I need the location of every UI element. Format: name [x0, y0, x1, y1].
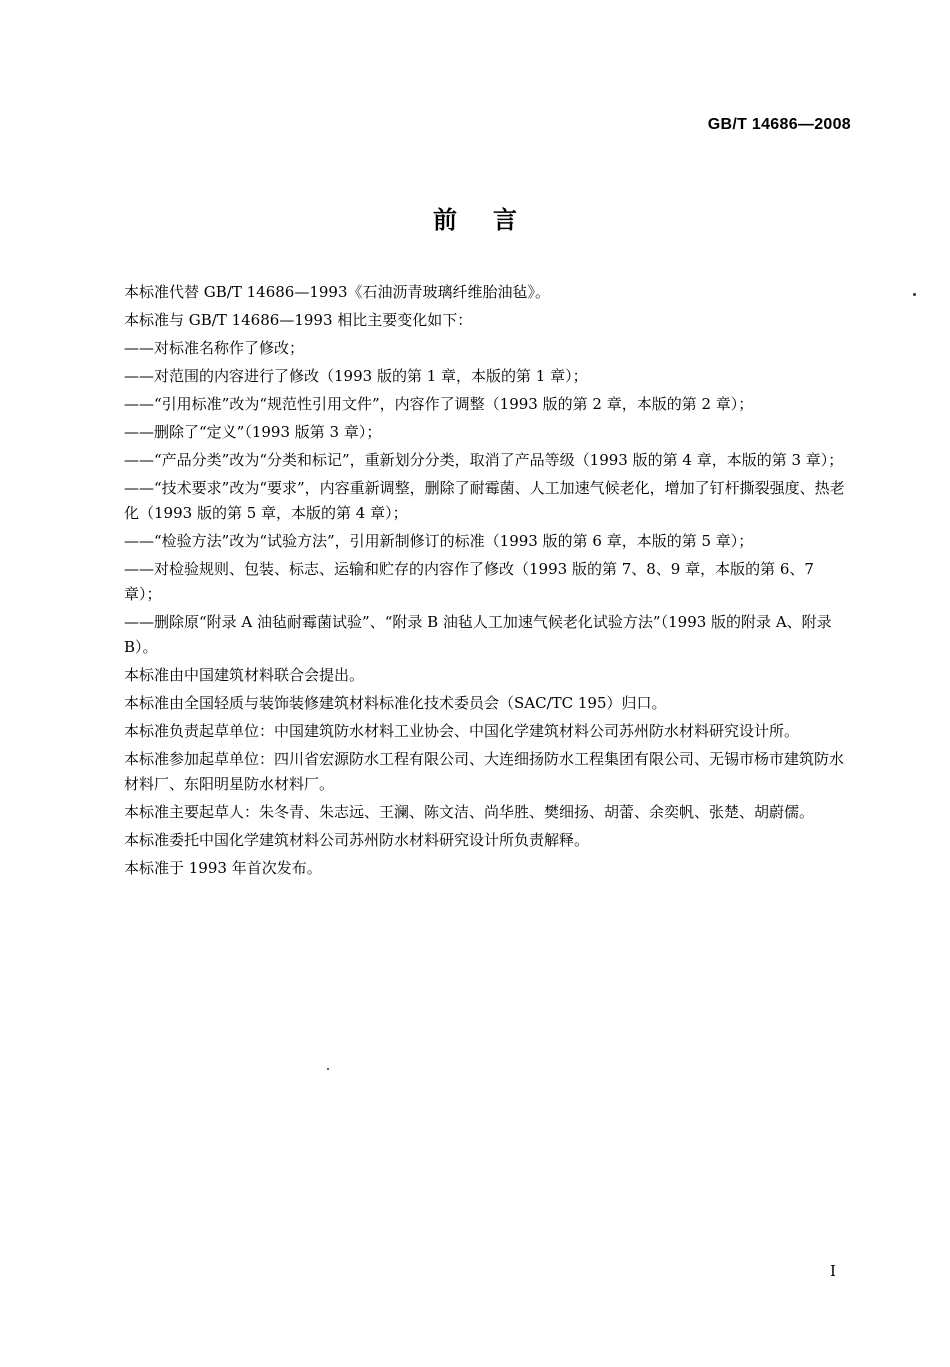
change-item: ——“检验方法”改为“试验方法”，引用新制修订的标准（1993 版的第 6 章，本版的第 5 章）；: [124, 532, 754, 550]
paragraph: 本标准委托中国化学建筑材料公司苏州防水材料研究设计所负责解释。: [124, 831, 590, 849]
paragraph: 本标准由中国建筑材料联合会提出。: [124, 666, 365, 684]
page-number: I: [830, 1262, 836, 1280]
paragraph: 本标准于 1993 年首次发布。: [124, 859, 322, 877]
scan-speck: [327, 1068, 329, 1070]
change-item: ——对范围的内容进行了修改（1993 版的第 1 章，本版的第 1 章）；: [124, 367, 588, 385]
paragraph: 本标准负责起草单位：中国建筑防水材料工业协会、中国化学建筑材料公司苏州防水材料研究设计所。: [124, 722, 800, 740]
change-item: ——“引用标准”改为“规范性引用文件”，内容作了调整（1993 版的第 2 章，本版的第 2 章）；: [124, 395, 754, 413]
paragraph: 本标准与 GB/T 14686—1993 相比主要变化如下：: [124, 311, 473, 329]
change-item: ——删除原“附录 A 油毡耐霉菌试验”、“附录 B 油毡人工加速气候老化试验方法”（1993 版的附录 A、附录 B）。: [124, 613, 832, 656]
change-item: ——对检验规则、包装、标志、运输和贮存的内容作了修改（1993 版的第 7、8、9 章，本版的第 6、7 章）；: [124, 560, 814, 603]
paragraph: 本标准主要起草人：朱冬青、朱志远、王澜、陈文洁、尚华胜、樊细扬、胡蕾、余奕帆、张楚、胡蔚儒。: [124, 803, 815, 821]
change-item: ——“产品分类”改为“分类和标记”，重新划分分类，取消了产品等级（1993 版的第 4 章，本版的第 3 章）；: [124, 451, 844, 469]
change-item: ——删除了“定义”（1993 版第 3 章）；: [124, 423, 382, 441]
paragraph: 本标准代替 GB/T 14686—1993《石油沥青玻璃纤维胎油毡》。: [124, 283, 550, 301]
standard-code: GB/T 14686—2008: [707, 116, 851, 133]
paragraph: 本标准由全国轻质与装饰装修建筑材料标准化技术委员会（SAC/TC 195）归口。: [124, 694, 667, 712]
foreword-body: [124, 280, 854, 884]
page-title: 前言: [433, 205, 553, 234]
paragraph: 本标准参加起草单位：四川省宏源防水工程有限公司、大连细扬防水工程集团有限公司、无锡市杨市建筑防水材料厂、东阳明星防水材料厂。: [124, 750, 845, 793]
scan-speck: [913, 293, 916, 296]
change-item: ——“技术要求”改为“要求”，内容重新调整，删除了耐霉菌、人工加速气候老化，增加了钉杆撕裂强度、热老化（1993 版的第 5 章，本版的第 4 章）；: [124, 479, 845, 522]
change-item: ——对标准名称作了修改；: [124, 339, 305, 357]
